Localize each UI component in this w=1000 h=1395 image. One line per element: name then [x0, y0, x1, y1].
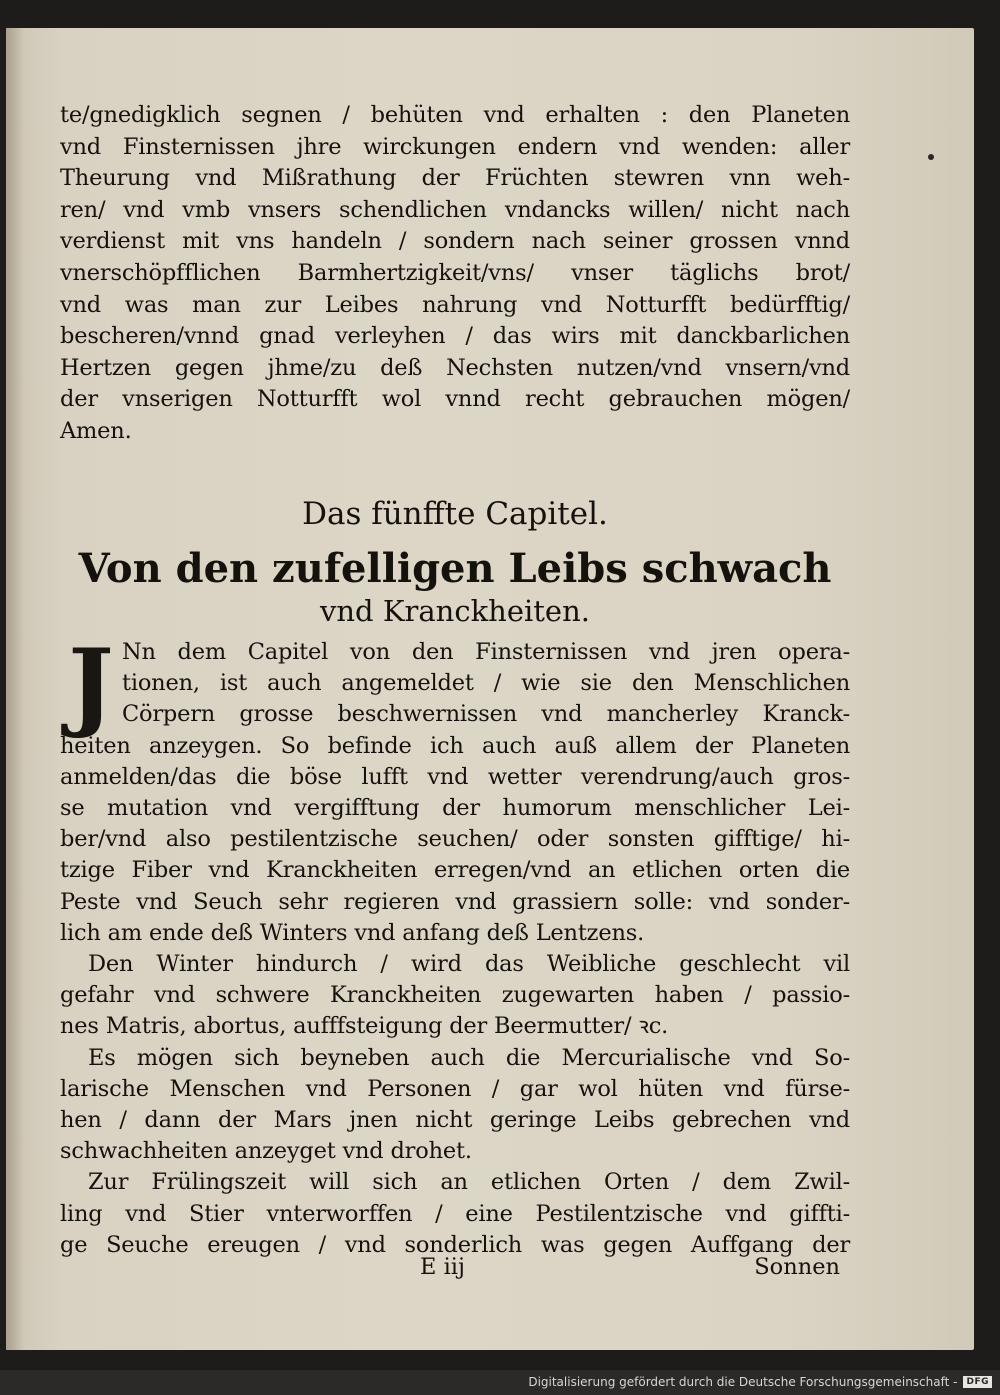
text-line: gefahr vnd schwere Kranckheiten zugewarten haben / passio- [60, 982, 850, 1009]
text-line: ling vnd Stier vnterworffen / eine Pestilentzische vnd giffti- [60, 1200, 850, 1227]
text-line: tionen, ist auch angemeldet / wie sie den Menschlichen [122, 670, 850, 697]
text-line: der vnserigen Notturfft wol vnnd recht gebrauchen mögen/ [60, 386, 850, 413]
chapter-subtitle-line-2: vnd Kranckheiten. [320, 594, 590, 628]
text-line: tzige Fiber vnd Kranckheiten erregen/vnd an etlichen orten die [60, 857, 850, 884]
page-footer [60, 1254, 850, 1286]
text-block-top [60, 100, 850, 448]
signature-mark: E iij [420, 1254, 465, 1280]
text-line: Nn dem Capitel von den Finsternissen vnd jren opera- [122, 639, 850, 665]
text-line: Den Winter hindurch / wird das Weibliche geschlecht vil [88, 951, 850, 978]
text-line: te/gnedigklich segnen / behüten vnd erhalten : den Planeten [60, 102, 850, 128]
text-line: nes Matris, abortus, aufffsteigung der Beermutter/ ꝛc. [60, 1013, 669, 1040]
text-line: bescheren/vnnd gnad verleyhen / das wirs mit danckbarlichen [60, 323, 850, 350]
text-line: Amen. [60, 417, 132, 444]
drop-cap-initial: J [68, 628, 114, 741]
catchword: Sonnen [754, 1254, 840, 1280]
text-line: vnerschöpfflichen Barmhertzigkeit/vns/ vnser täglichs brot/ [60, 259, 850, 286]
text-line: ren/ vnd vmb vnsers schendlichen vndancks willen/ nicht nach [60, 196, 850, 223]
text-line: lich am ende deß Winters vnd anfang deß Lentzens. [60, 919, 645, 946]
page-gutter-shadow [6, 28, 24, 1350]
chapter-title: Das fünffte Capitel. [302, 496, 608, 532]
text-line: Es mögen sich beyneben auch die Mercurialische vnd So- [88, 1044, 850, 1071]
text-line: larische Menschen vnd Personen / gar wol hüten vnd fürse- [60, 1075, 850, 1102]
credit-text: Digitalisierung gefördert durch die Deutsche Forschungsgemeinschaft - [528, 1375, 958, 1389]
text-line: hen / dann der Mars jnen nicht geringe Leibs gebrechen vnd [60, 1107, 850, 1134]
text-line: ber/vnd also pestilentzische seuchen/ oder sonsten gifftige/ hi- [60, 826, 850, 853]
text-line: heiten anzeygen. So befinde ich auch auß allem der Planeten [60, 732, 850, 759]
text-line: Cörpern grosse beschwernissen vnd mancherley Kranck- [122, 701, 850, 728]
text-line: se mutation vnd vergifftung der humorum menschlicher Lei- [60, 795, 850, 822]
text-line: schwachheiten anzeyget vnd drohet. [60, 1138, 472, 1165]
text-line: ge Seuche ereugen / vnd sonderlich was gegen Auffgang der [60, 1231, 850, 1258]
text-line: anmelden/das die böse lufft vnd wetter verendrung/auch gros- [60, 763, 850, 790]
text-block-chapter [60, 628, 850, 1261]
text-line: Peste vnd Seuch sehr regieren vnd grassiern solle: vnd sonder- [60, 888, 850, 915]
chapter-subtitle-line-1: Von den zufelligen Leibs schwach [78, 545, 832, 592]
text-line: Hertzen gegen jhme/zu deß Nechsten nutzen/vnd vnsern/vnd [60, 354, 850, 381]
ink-speck [928, 154, 934, 160]
text-line: Zur Frülingszeit will sich an etlichen Orten / dem Zwil- [88, 1169, 850, 1196]
text-line: vnd was man zur Leibes nahrung vnd Notturfft bedürfftig/ [60, 291, 850, 318]
text-line: Theurung vnd Mißrathung der Früchten stewren vnn weh- [60, 165, 850, 192]
text-line: vnd Finsternissen jhre wirckungen endern vnd wenden: aller [60, 133, 850, 160]
dfg-logo: DFG [963, 1376, 992, 1388]
text-line: verdienst mit vns handeln / sondern nach seiner grossen vnnd [60, 228, 850, 255]
digitization-credit [528, 1375, 992, 1389]
